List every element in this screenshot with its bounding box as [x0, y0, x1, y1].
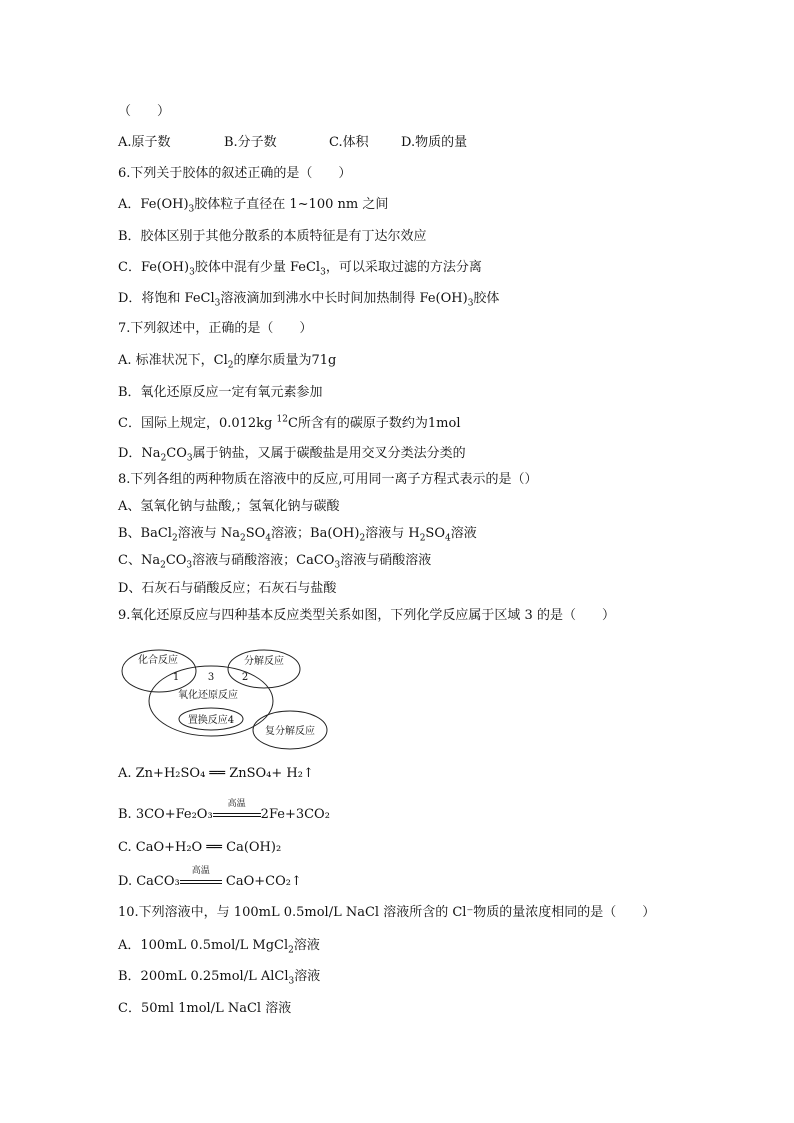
- q8-option-d: D、石灰石与硝酸反应；石灰石与盐酸: [118, 581, 337, 596]
- q9-option-a: A. Zn+H₂SO₄ ══ ZnSO₄+ H₂↑: [118, 766, 314, 781]
- high-temp-arrow: 高温: [213, 807, 261, 823]
- q6-stem: 6.下列关于胶体的叙述正确的是（ ）: [118, 166, 352, 181]
- q10-option-a: A．100mL 0.5mol/L MgCl$_2$溶液: [118, 938, 320, 956]
- q5-option-d: D.物质的量: [401, 135, 468, 150]
- q7-option-b: B．氧化还原反应一定有氧元素参加: [118, 385, 323, 400]
- q10-option-c: C．50ml 1mol/L NaCl 溶液: [118, 1001, 292, 1016]
- q7-option-a: A. 标准状况下，$Cl_2$的摩尔质量为71g: [118, 353, 337, 371]
- q5-paren: （ ）: [118, 104, 171, 119]
- q10-option-b: B．200mL 0.25mol/L AlCl$_3$溶液: [118, 969, 321, 987]
- reaction-type-venn-diagram: [118, 646, 334, 754]
- q6-option-c: C．$Fe(OH)_3$胶体中混有少量 FeCl$_3$，可以采取过滤的方法分离: [118, 260, 482, 278]
- displacement-label: 置换反应4: [187, 715, 235, 726]
- q5-option-c: C.体积: [329, 135, 369, 150]
- q9-option-c: C. CaO+H₂O ══ Ca(OH)₂: [118, 840, 282, 855]
- q8-stem: 8.下列各组的两种物质在溶液中的反应,可用同一离子方程式表示的是（）: [118, 472, 538, 487]
- double-decomposition-label: 复分解反应: [265, 726, 315, 737]
- q5-option-b: B.分子数: [224, 135, 277, 150]
- region-1-label: 1: [172, 672, 180, 683]
- q8-option-a: A、氢氧化钠与盐酸,；氢氧化钠与碳酸: [118, 499, 340, 514]
- decomposition-label: 分解反应: [244, 656, 284, 667]
- q7-option-d: D．$Na_2CO_3$属于钠盐，又属于碳酸盐是用交叉分类法分类的: [118, 446, 466, 464]
- redox-label: 氧化还原反应: [178, 690, 238, 701]
- q6-option-b: B．胶体区别于其他分散系的本质特征是有丁达尔效应: [118, 229, 427, 244]
- q5-option-a: A.原子数: [118, 135, 171, 150]
- q10-stem: 10.下列溶液中，与 100mL 0.5mol/L NaCl 溶液所含的 Cl⁻物质的量浓度相同的是（ ）: [118, 905, 656, 920]
- q8-option-c: C、$Na_2CO_3$溶液与硝酸溶液；CaCO$_3$溶液与硝酸溶液: [118, 553, 432, 571]
- q7-option-c: C．国际上规定，0.012kg $^{12}$C所含有的碳原子数约为1mol: [118, 414, 461, 431]
- q9-stem: 9.氧化还原反应与四种基本反应类型关系如图，下列化学反应属于区域 3 的是（ ）: [118, 608, 615, 623]
- combination-label: 化合反应: [138, 655, 178, 666]
- q6-option-d: D．将饱和 FeCl$_3$溶液滴加到沸水中长时间加热制得 $Fe(OH)_3$胶体: [118, 291, 500, 309]
- q8-option-b: B、BaCl$_2$溶液与 $Na_2SO_4$溶液；$Ba(OH)_2$溶液与 $H_2SO_4$溶液: [118, 526, 477, 544]
- region-2-label: 2: [241, 672, 249, 683]
- high-temp-arrow: 高温: [180, 874, 222, 890]
- q9-option-d: D. CaCO₃ 高温 CaO+CO₂↑: [118, 866, 302, 889]
- region-3-label: 3: [207, 672, 215, 683]
- q7-stem: 7.下列叙述中，正确的是（ ）: [118, 321, 313, 336]
- q9-option-b: B. 3CO+Fe₂O₃ 高温 2Fe+3CO₂: [118, 799, 330, 822]
- q6-option-a: A．$Fe(OH)_3$胶体粒子直径在 1~100 nm 之间: [118, 197, 389, 215]
- q5-options: [118, 135, 467, 151]
